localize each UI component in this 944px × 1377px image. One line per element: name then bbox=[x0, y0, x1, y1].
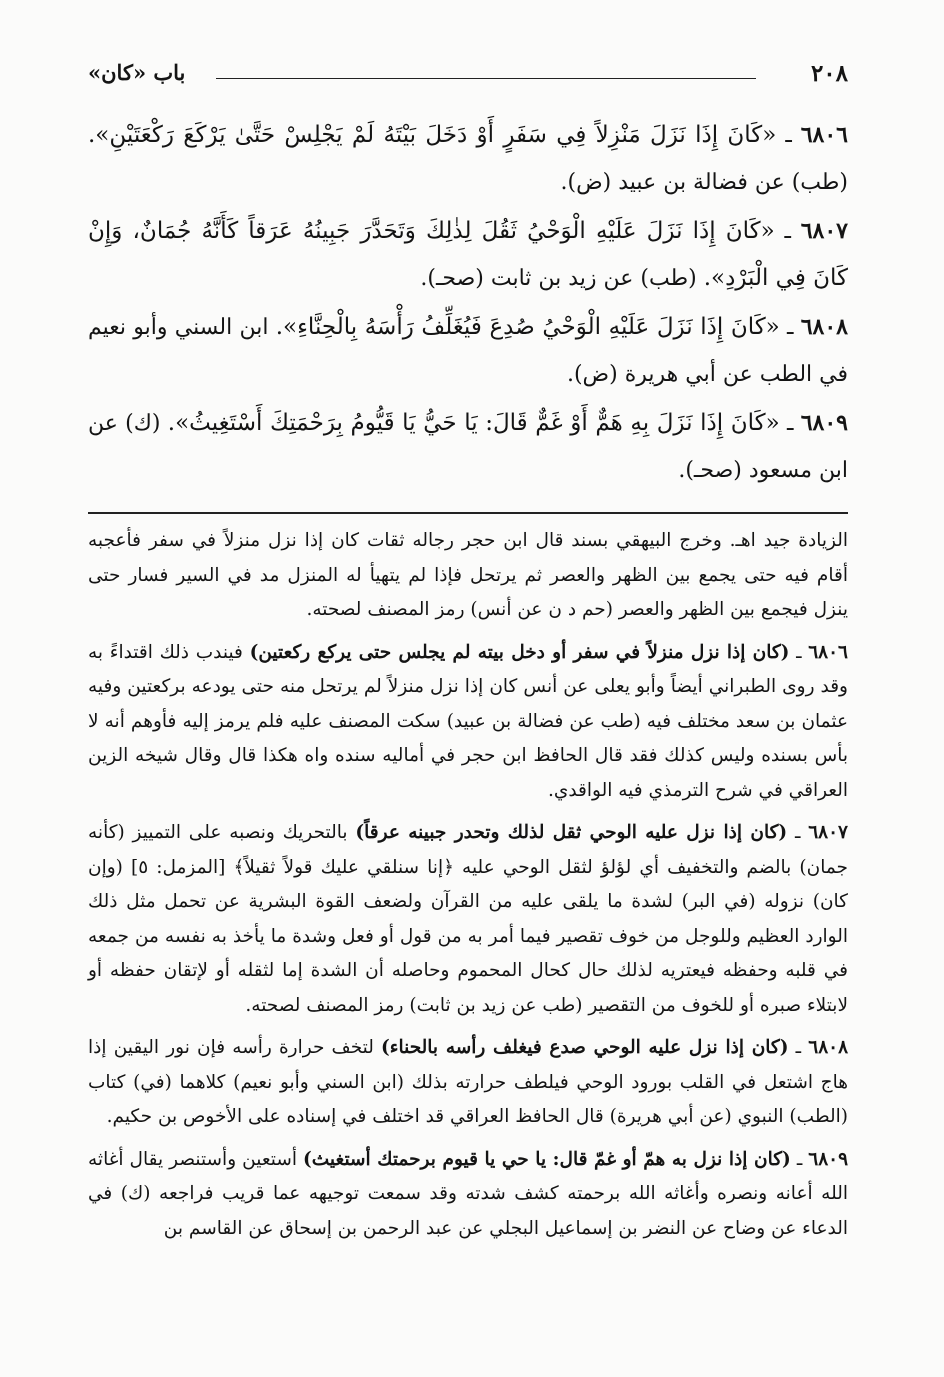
hadith-text: «كَانَ إِذَا نَزَلَ بِهِ هَمٌّ أَوْ غَمٌّ قَالَ: يَا حَيُّ يَا قَيُّومُ بِرَحْمَتِكَ أَسْتَغِيثُ». bbox=[167, 410, 780, 436]
commentary-paragraph: ٦٨٠٩ ـ (كان إذا نزل به همّ أو غمّ قال: يا حي يا قيوم برحمتك أستغيث) أستعين وأستنصر يقال أغاثه الله أعانه ونصره وأغاثه الله برحمته كشف شدته وقد سمعت توجيهه عما قريب فراجعه (ك) في الدعاء عن وضاح عن النضر بن إسماعيل البجلي عن عبد الرحمن بن إسحاق عن القاسم بن bbox=[88, 1148, 849, 1239]
hadith-number: ٦٨٠٨ bbox=[800, 314, 848, 340]
hadith-source: (ك) عن ابن مسعود (صحـ). bbox=[88, 411, 848, 483]
hadith-entry: ٦٨٠٧ ـ «كَانَ إِذَا نَزَلَ عَلَيْهِ الْوَحْيُ ثَقُلَ لِذٰلِكَ وَتَحَدَّرَ جَبِينُهُ عَرَقاً كَأَنَّهُ جُمَانٌ، وَإِنْ كَانَ فِي الْبَرْدِ». (طب) عن زيد بن ثابت (صحـ). bbox=[88, 218, 848, 291]
commentary-number: ٦٨٠٦ bbox=[808, 641, 848, 663]
page-number: ٢٠٨ bbox=[810, 60, 848, 87]
hadith-entry: ٦٨٠٦ ـ «كَانَ إِذَا نَزَلَ مَنْزِلاً فِي سَفَرٍ أَوْ دَخَلَ بَيْتَهُ لَمْ يَجْلِسْ حَتَّىٰ يَرْكَعَ رَكْعَتَيْنِ». (طب) عن فضالة بن عبيد (ض). bbox=[88, 122, 848, 195]
running-header bbox=[88, 60, 848, 92]
commentary-section bbox=[88, 524, 848, 1254]
commentary-text: لتخف حرارة رأسه فإن نور اليقين إذا هاج اشتعل في القلب بورود الوحي فيلطف حرارته بذلك (ابن السني وأبو نعيم) كلاهما (في) كتاب (الطب) النبوي (عن أبي هريرة) قال الحافظ العراقي قد اختلف في إسناده على الأخوص بن حكيم. bbox=[88, 1037, 848, 1127]
hadith-source: (طب) عن زيد بن ثابت (صحـ). bbox=[420, 266, 697, 291]
hadith-source: (طب) عن فضالة بن عبيد (ض). bbox=[560, 170, 848, 195]
hadith-number: ٦٨٠٧ bbox=[800, 218, 848, 244]
header-rule bbox=[216, 78, 756, 79]
commentary-paragraph: ٦٨٠٨ ـ (كان إذا نزل عليه الوحي صدع فيغلف رأسه بالحناء) لتخف حرارة رأسه فإن نور اليقين إذا هاج اشتعل في القلب بورود الوحي فيلطف حرارته بذلك (ابن السني وأبو نعيم) كلاهما (في) كتاب (الطب) النبوي (عن أبي هريرة) قال الحافظ العراقي قد اختلف في إسناده على الأخوص بن حكيم. bbox=[88, 1037, 849, 1127]
hadith-entry: ٦٨٠٨ ـ «كَانَ إِذَا نَزَلَ عَلَيْهِ الْوَحْيُ صُدِعَ فَيُغَلِّفُ رَأْسَهُ بِالْحِنَّاءِ». ابن السني وأبو نعيم في الطب عن أبي هريرة (ض). bbox=[88, 314, 848, 387]
hadith-number: ٦٨٠٩ bbox=[800, 410, 848, 436]
commentary-number: ٦٨٠٩ bbox=[808, 1148, 849, 1170]
commentary-lemma: (كان إذا نزل منزلاً في سفر أو دخل بيته لم يجلس حتى يركع ركعتين) bbox=[249, 641, 790, 663]
commentary-paragraph: ٦٨٠٧ ـ (كان إذا نزل عليه الوحي ثقل لذلك وتحدر جبينه عرقاً) بالتحريك ونصبه على التمييز (كأنه جمان) بالضم والتخفيف أي لؤلؤ لثقل الوحي عليه ﴿إنا سنلقي عليك قولاً ثقيلاً﴾ [المزمل: ٥] (وإن كان) نزوله (في البر) لشدة ما يلقى عليه من القرآن ولضعف القوة البشرية عن تحمل مثل ذلك الوارد العظيم وللوجل من خوف تقصير فيما أمر به من قول أو فعل وشدة ما يأخذ به نفسه من جمعه في قلبه وحفظه فيعتريه لذلك حال كحال المحموم وحاصله أن الشدة إما لثقله أو لإتقان حفظه أو لابتلاء صبره أو للخوف من التقصير (طب عن زيد بن ثابت) رمز المصنف لصحته. bbox=[88, 822, 848, 1016]
footnote-separator bbox=[88, 512, 848, 514]
hadith-source: ابن السني وأبو نعيم في الطب عن أبي هريرة (ض). bbox=[88, 315, 848, 387]
chapter-title: باب «كان» bbox=[88, 60, 186, 85]
commentary-number: ٦٨٠٧ bbox=[808, 822, 848, 843]
commentary-lemma: (كان إذا نزل عليه الوحي صدع فيغلف رأسه بالحناء) bbox=[381, 1037, 789, 1058]
commentary-paragraph bbox=[88, 524, 848, 628]
hadith-text: «كَانَ إِذَا نَزَلَ عَلَيْهِ الْوَحْيُ صُدِعَ فَيُغَلِّفُ رَأْسَهُ بِالْحِنَّاءِ». bbox=[275, 314, 780, 340]
hadith-list bbox=[88, 112, 848, 496]
hadith-text: «كَانَ إِذَا نَزَلَ مَنْزِلاً فِي سَفَرٍ أَوْ دَخَلَ بَيْتَهُ لَمْ يَجْلِسْ حَتَّىٰ يَرْكَعَ رَكْعَتَيْنِ». bbox=[88, 122, 777, 148]
commentary-number: ٦٨٠٨ bbox=[808, 1037, 849, 1058]
commentary-text: الزيادة جيد اهـ. وخرج البيهقي بسند قال ابن حجر رجاله ثقات كان إذا نزل منزلاً في سفر فأعجبه أقام فيه حتى يجمع بين الظهر والعصر ثم يرتحل فإذا لم يتهيأ له المنزل مد في السير فسار حتى ينزل فيجمع بين الظهر والعصر (حم د ن عن أنس) رمز المصنف لصحته. bbox=[88, 530, 849, 620]
hadith-number: ٦٨٠٦ bbox=[800, 122, 848, 148]
commentary-text: فيندب ذلك اقتداءً به وقد روى الطبراني أيضاً وأبو يعلى عن أنس كان إذا نزل منزلاً لم يرتحل منه حتى يودعه بركعتين وفيه عثمان بن سعد مختلف فيه (طب عن فضالة بن عبيد) سكت المصنف عليه فلم يرمز إليه فأوهم أنه لا بأس بسنده وليس كذلك فقد قال الحافظ ابن حجر في أماليه سنده واه هكذا قال وقال شيخه الزين العراقي في شرح الترمذي فيه الواقدي. bbox=[88, 641, 848, 801]
hadith-entry: ٦٨٠٩ ـ «كَانَ إِذَا نَزَلَ بِهِ هَمٌّ أَوْ غَمٌّ قَالَ: يَا حَيُّ يَا قَيُّومُ بِرَحْمَتِكَ أَسْتَغِيثُ». (ك) عن ابن مسعود (صحـ). bbox=[88, 410, 848, 483]
commentary-text: بالتحريك ونصبه على التمييز (كأنه جمان) بالضم والتخفيف أي لؤلؤ لثقل الوحي عليه ﴿إنا سنلقي عليك قولاً ثقيلاً﴾ [المزمل: ٥] (وإن كان) نزوله (في البر) لشدة ما يلقى عليه من القرآن ولضعف القوة البشرية عن تحمل مثل ذلك الوارد العظيم وللوجل من خوف تقصير فيما أمر به من قول أو فعل وشدة ما يأخذ به نفسه من جمعه في قلبه وحفظه فيعتريه لذلك حال كحال المحموم وحاصله أن الشدة إما لثقله أو لإتقان حفظه أو لابتلاء صبره أو للخوف من التقصير (طب عن زيد بن ثابت) رمز المصنف لصحته. bbox=[88, 822, 848, 1016]
commentary-lemma: (كان إذا نزل به همّ أو غمّ قال: يا حي يا قيوم برحمتك أستغيث) bbox=[303, 1148, 791, 1170]
hadith-text: «كَانَ إِذَا نَزَلَ عَلَيْهِ الْوَحْيُ ثَقُلَ لِذٰلِكَ وَتَحَدَّرَ جَبِينُهُ عَرَقاً كَأَنَّهُ جُمَانٌ، وَإِنْ كَانَ فِي الْبَرْدِ». bbox=[88, 218, 848, 291]
commentary-lemma: (كان إذا نزل عليه الوحي ثقل لذلك وتحدر جبينه عرقاً) bbox=[355, 822, 788, 843]
commentary-paragraph: ٦٨٠٦ ـ (كان إذا نزل منزلاً في سفر أو دخل بيته لم يجلس حتى يركع ركعتين) فيندب ذلك اقتداءً به وقد روى الطبراني أيضاً وأبو يعلى عن أنس كان إذا نزل منزلاً لم يرتحل منه حتى يودعه بركعتين وفيه عثمان بن سعد مختلف فيه (طب عن فضالة بن عبيد) سكت المصنف عليه فلم يرمز إليه فأوهم أنه لا بأس بسنده وليس كذلك فقد قال الحافظ ابن حجر في أماليه سنده واه هكذا قال وقال شيخه الزين العراقي في شرح الترمذي فيه الواقدي. bbox=[88, 641, 848, 801]
commentary-text: أستعين وأستنصر يقال أغاثه الله أعانه ونصره وأغاثه الله برحمته كشف شدته وقد سمعت توجيهه عما قريب فراجعه (ك) في الدعاء عن وضاح عن النضر بن إسماعيل البجلي عن عبد الرحمن بن إسحاق عن القاسم بن bbox=[88, 1148, 848, 1239]
